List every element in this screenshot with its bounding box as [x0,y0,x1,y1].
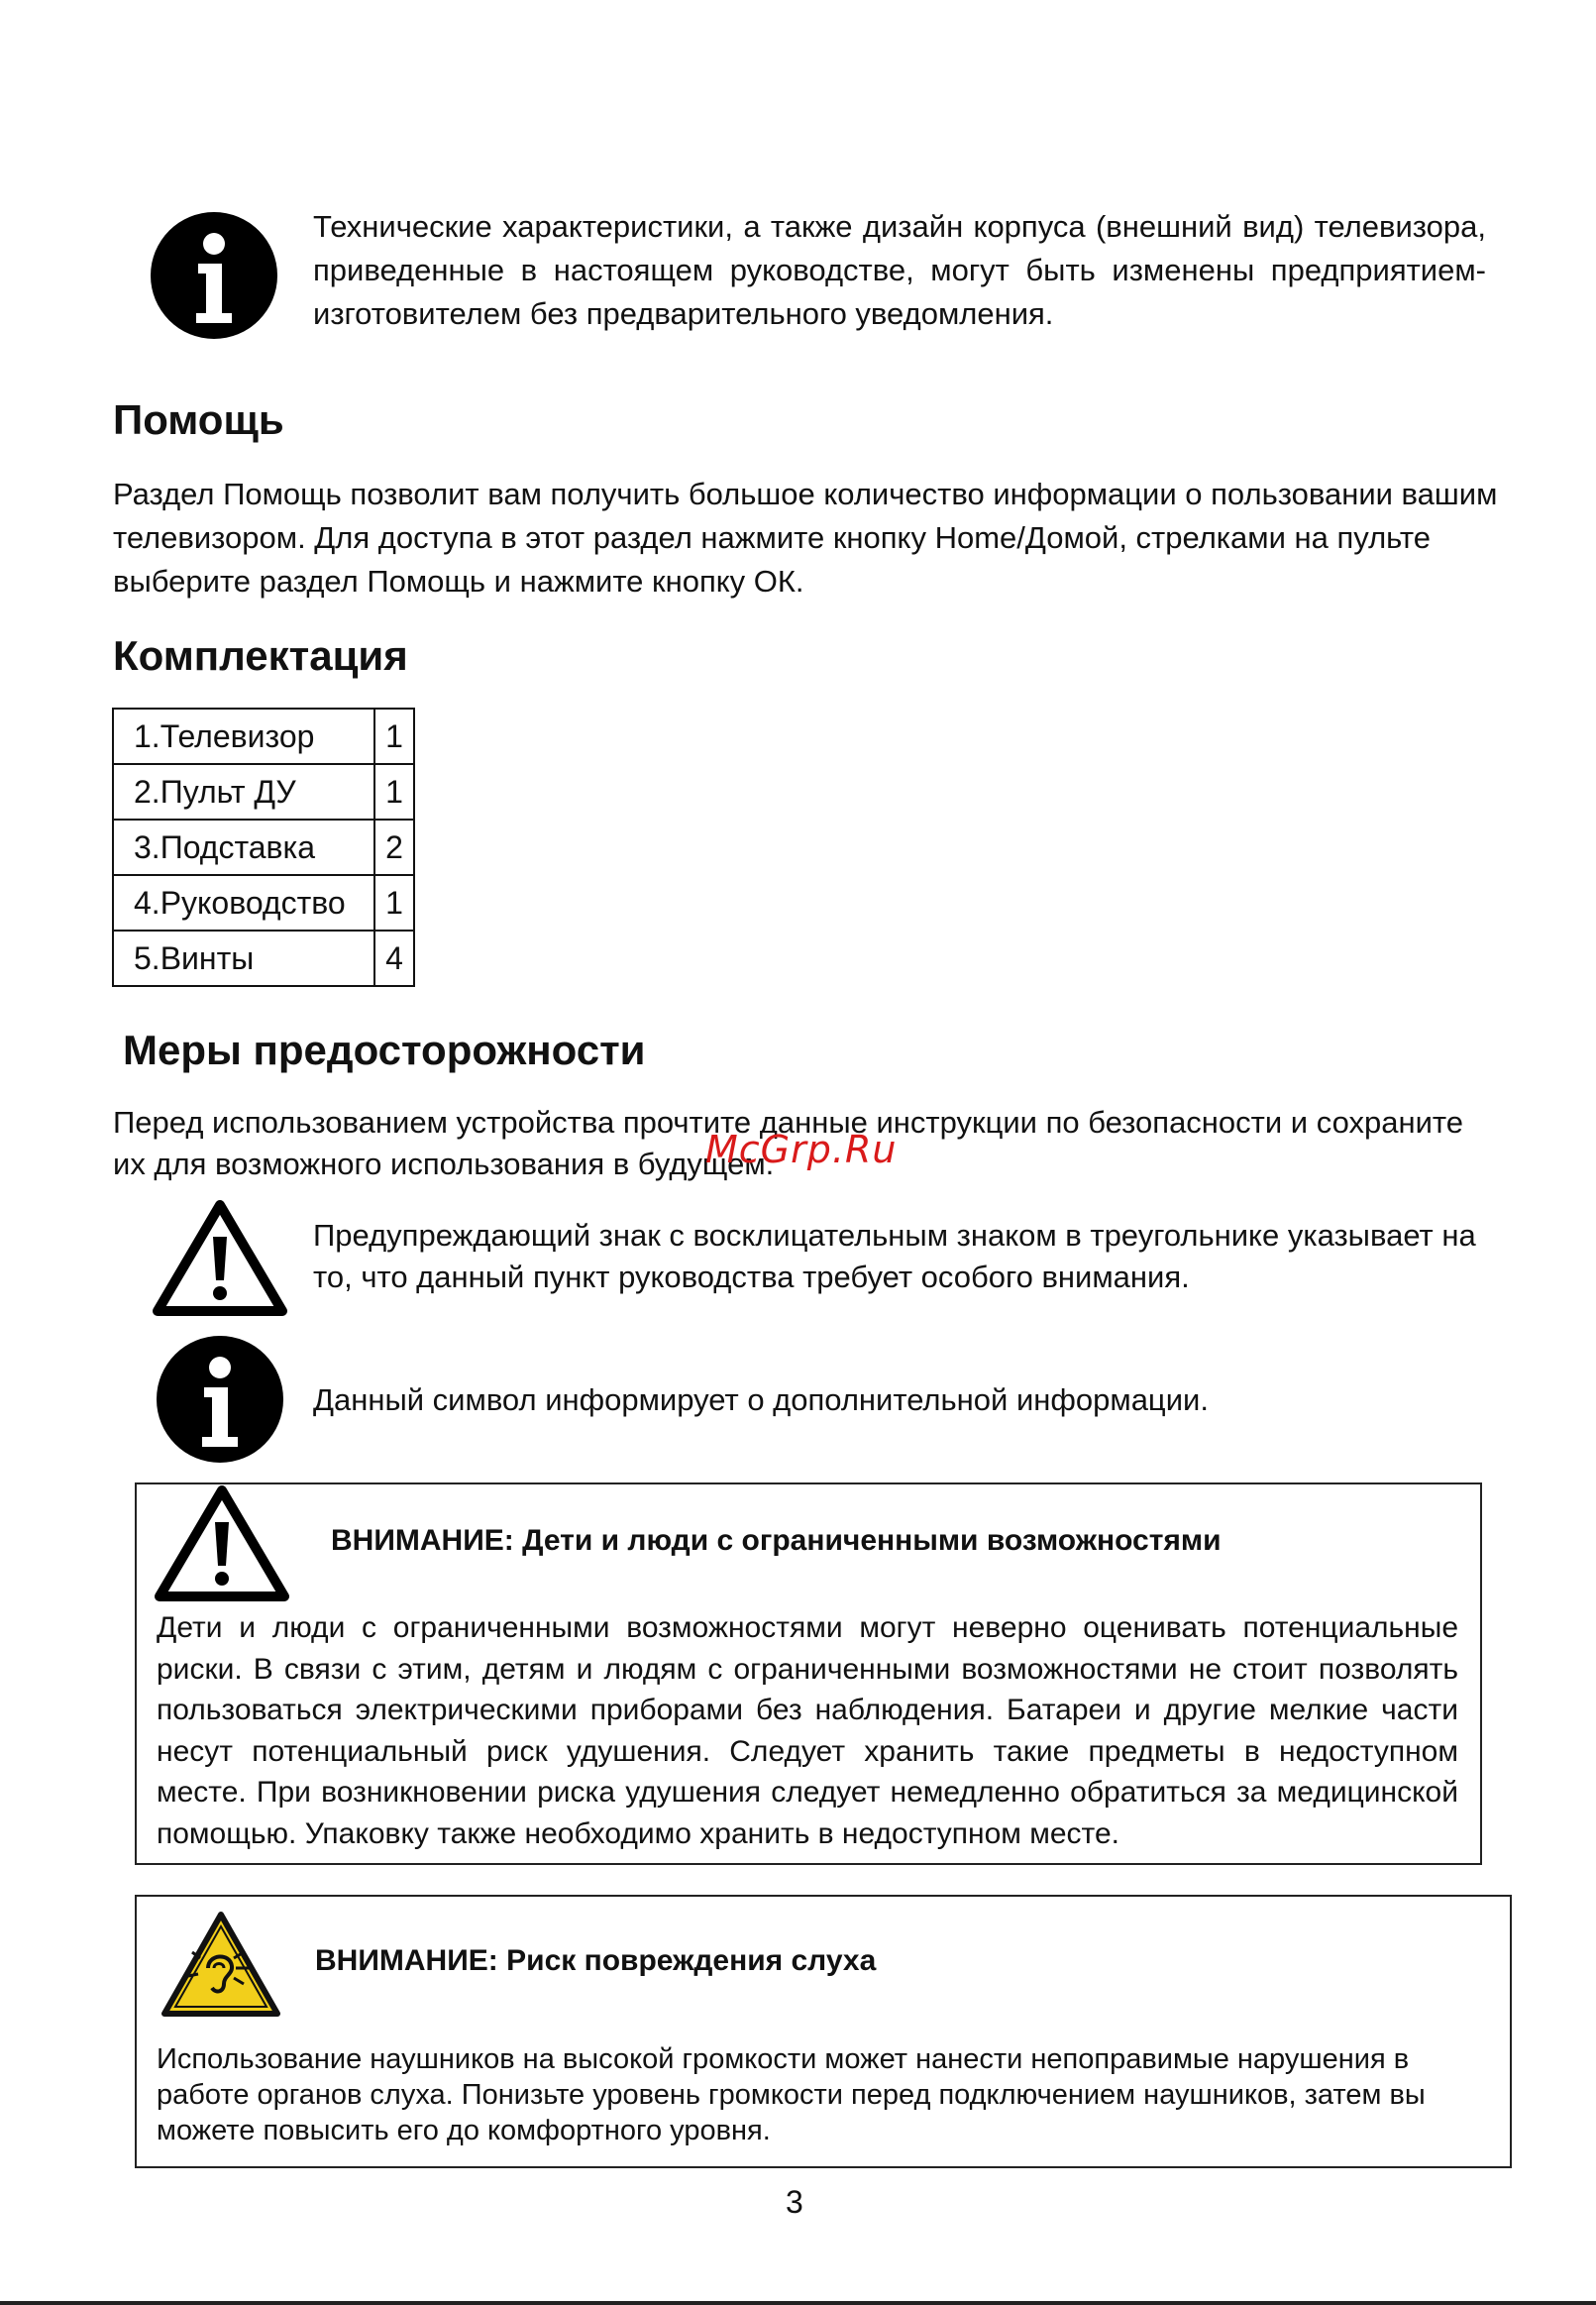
hearing-warning-title: ВНИМАНИЕ: Риск повреждения слуха [315,1944,877,1977]
kit-item-name: 2.Пульт ДУ [113,764,374,820]
hearing-damage-icon [160,1911,281,2018]
safety-intro: Перед использованием устройства прочтите данные инструкции по безопасности и сохраните их для возможного использования в будущем. [113,1105,1463,1181]
safety-heading: Меры предосторожности [123,1027,646,1073]
kit-heading: Комплектация [113,632,408,679]
kit-item-qty: 4 [374,931,414,986]
kit-item-name: 4.Руководство [113,875,374,931]
hearing-warning-box [135,1895,1512,2168]
hearing-warning-text: Использование наушников на высокой громкости может нанести непоправимые нарушения в работе органов слуха. Понизьте уровень громкости перед подключением наушников, затем вы можете повысить его до комфортного уровня. [157,2043,1426,2146]
kit-table [112,708,415,987]
children-warning-text: Дети и люди с ограниченными возможностями могут неверно оценивать потенциальные риски. В связи с этим, детям и людям с ограниченными возможностями не стоит позволять пользоваться электрическими приборами без наблюдения. Батареи и другие мелкие части несут потенциальный риск удушения. Следует хранить такие предметы в недоступном месте. При возникновении риска удушения следует немедленно обратиться за медицинской помощью. Упаковку также необходимо хранить в недоступном месте. [157,1611,1458,1850]
help-heading: Помощь [113,396,284,443]
watermark: McGrp.Ru [705,1128,898,1171]
kit-item-qty: 1 [374,709,414,764]
kit-item-name: 5.Винты [113,931,374,986]
help-text: Раздел Помощь позволит вам получить большое количество информации о пользовании вашим телевизором. Для доступа в этот раздел нажмите кнопку Home/Домой, стрелками на пульте выберите раздел Помощь и нажмите кнопку ОК. [113,477,1498,599]
kit-item-qty: 1 [374,875,414,931]
kit-item-qty: 1 [374,764,414,820]
warning-triangle-icon [155,1484,289,1601]
page-number: 3 [786,2184,803,2220]
table-row [113,709,414,764]
table-row [113,931,414,986]
notice-text: Технические характеристики, а также дизайн корпуса (внешний вид) телевизора, приведенные в настоящем руководстве, могут быть изменены предприятием-изготовителем без предварительного уведомления. [313,209,1486,331]
info-icon [155,1334,285,1465]
info-icon [149,210,279,341]
table-row [113,820,414,875]
children-warning-title: ВНИМАНИЕ: Дети и люди с ограниченными возможностями [331,1524,1222,1557]
info-sign-text: Данный символ информирует о дополнительной информации. [313,1382,1209,1417]
bottom-rule [0,2301,1596,2305]
kit-item-name: 1.Телевизор [113,709,374,764]
table-row [113,764,414,820]
kit-item-qty: 2 [374,820,414,875]
kit-item-name: 3.Подставка [113,820,374,875]
table-row [113,875,414,931]
warning-triangle-icon [153,1199,287,1316]
children-warning-box [135,1482,1482,1865]
warning-sign-text: Предупреждающий знак с восклицательным знаком в треугольнике указывает на то, что данный пункт руководства требует особого внимания. [313,1218,1476,1294]
